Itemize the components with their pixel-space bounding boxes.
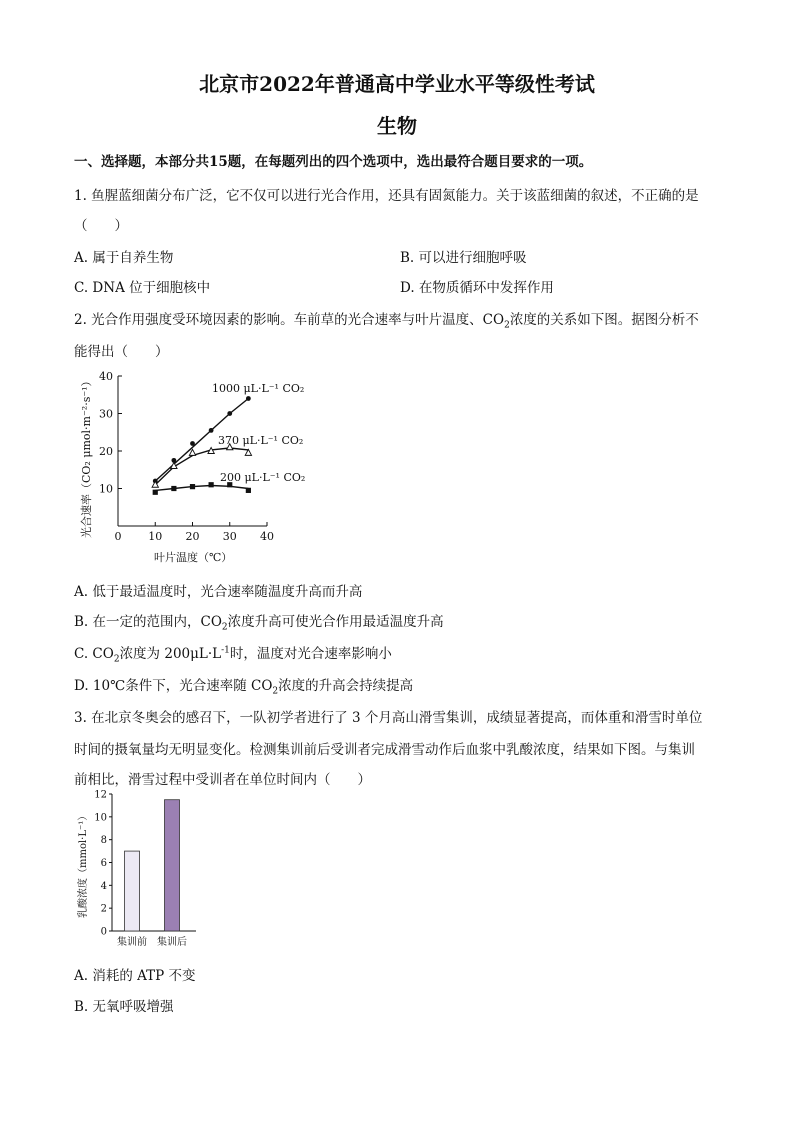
q3-stem-line1: 3. 在北京冬奥会的感召下，一队初学者进行了 3 个月高山滑雪集训，成绩显著提高，而体重和滑雪时单位	[74, 710, 703, 726]
q2-b-text-a: B. 在一定的范围内，CO	[74, 614, 222, 630]
q3-stem-line2: 时间的摄氧量均无明显变化。检测集训前后受训者完成滑雪动作后血浆中乳酸浓度，结果如下图。与集训	[74, 742, 695, 758]
q1-option-c: C. DNA 位于细胞核中	[74, 280, 211, 296]
chart1-y-tick-label: 40	[99, 370, 113, 383]
lactate-bar-chart	[74, 786, 214, 956]
chart1-x-tick-label: 10	[148, 530, 163, 543]
chart1-point-square	[171, 486, 176, 491]
series-label-200: 200 μL·L⁻¹ CO₂	[220, 471, 306, 484]
q1-stem-line2: （ ）	[74, 218, 128, 234]
series-label-370: 370 μL·L⁻¹ CO₂	[218, 434, 304, 447]
q2-stem-line2: 能得出（ ）	[74, 344, 169, 360]
chart1-point-circle	[190, 441, 195, 446]
q3-stem-line3: 前相比，滑雪过程中受训者在单位时间内（ ）	[74, 772, 371, 788]
q1-option-d: D. 在物质循环中发挥作用	[400, 280, 554, 296]
q2-option-d	[74, 674, 413, 697]
chart2-y-tick-label: 0	[100, 926, 107, 938]
q2-d-text-a: D. 10℃条件下，光合速率随 CO	[74, 678, 273, 694]
chart1-point-square	[209, 482, 214, 487]
q2-c-text-b: 浓度为 200μL·L	[119, 646, 222, 662]
q2-b-sub: 2	[221, 622, 228, 633]
q3-option-b: B. 无氧呼吸增强	[74, 999, 174, 1015]
chart2-y-tick-label: 4	[100, 880, 107, 892]
q2-stem-sub: 2	[504, 320, 510, 331]
q2-d-text-b: 浓度的升高会持续提高	[278, 678, 414, 694]
chart1-ylabel: 光合速率（CO₂ μmol·m⁻²·s⁻¹）	[80, 375, 93, 538]
q2-stem-text-a: 2. 光合作用强度受环境因素的影响。车前草的光合速率与叶片温度、CO	[74, 312, 505, 328]
chart2-bar-1	[165, 800, 180, 931]
chart2-category-label: 集训前	[117, 937, 147, 948]
chart1-point-triangle	[189, 449, 195, 455]
chart2-ylabel: 乳酸浓度（mmol·L⁻¹）	[78, 810, 89, 918]
chart1-point-circle	[246, 396, 251, 401]
chart2-y-tick-label: 6	[100, 858, 107, 869]
chart2-y-tick-label: 10	[94, 812, 107, 824]
q2-stem-text-b: 浓度的关系如下图。据图分析不	[509, 312, 699, 328]
chart2-y-tick-label: 12	[94, 789, 107, 801]
chart1-fit-line-2	[155, 486, 248, 491]
chart1-y-tick-label: 10	[99, 482, 113, 496]
subject-title: 生物	[377, 114, 417, 138]
q2-option-b	[74, 610, 444, 633]
q2-b-text-b: 浓度升高可使光合作用最适温度升高	[227, 614, 444, 630]
chart2-y-tick-label: 2	[100, 903, 107, 915]
series-label-1000: 1000 μL·L⁻¹ CO₂	[212, 382, 305, 395]
chart1-x-tick-label: 40	[260, 530, 274, 543]
chart2-category-label: 集训后	[157, 937, 187, 948]
chart1-point-square	[246, 488, 251, 493]
q2-c-sub: 2	[113, 654, 120, 665]
exam-title: 北京市2022年普通高中学业水平等级性考试	[199, 72, 595, 96]
q2-c-sup: -1	[221, 645, 230, 656]
chart1-point-square	[190, 484, 195, 489]
q1-option-a: A. 属于自养生物	[74, 250, 174, 266]
chart1-point-square	[153, 490, 158, 495]
chart1-y-tick-label: 30	[99, 407, 113, 421]
q2-option-c	[74, 642, 392, 665]
chart1-point-circle	[227, 411, 232, 416]
chart1-y-tick-label: 20	[99, 445, 113, 458]
q2-option-a: A. 低于最适温度时，光合速率随温度升高而升高	[74, 584, 363, 600]
q2-stem-line1	[74, 308, 699, 331]
q2-d-sub: 2	[272, 686, 279, 697]
section-heading: 一、选择题，本部分共15题，在每题列出的四个选项中，选出最符合题目要求的一项。	[74, 154, 593, 170]
q3-option-a: A. 消耗的 ATP 不变	[74, 968, 196, 984]
q2-c-text-a: C. CO	[74, 646, 114, 662]
photosynthesis-chart	[70, 368, 320, 568]
q2-c-text-c: 时，温度对光合速率影响小	[229, 646, 392, 662]
q1-stem-line1: 1. 鱼腥蓝细菌分布广泛，它不仅可以进行光合作用，还具有固氮能力。关于该蓝细菌的叙述，不正确的是	[74, 188, 699, 204]
chart2-y-tick-label: 8	[100, 835, 107, 847]
chart1-x-tick-label: 30	[222, 530, 237, 543]
q1-option-b: B. 可以进行细胞呼吸	[400, 250, 527, 266]
chart1-x-tick-label: 0	[114, 530, 122, 543]
chart1-point-circle	[209, 428, 214, 433]
chart2-bar-0	[125, 851, 140, 931]
chart1-xlabel: 叶片温度（℃）	[154, 551, 233, 564]
chart1-x-tick-label: 20	[185, 530, 200, 543]
